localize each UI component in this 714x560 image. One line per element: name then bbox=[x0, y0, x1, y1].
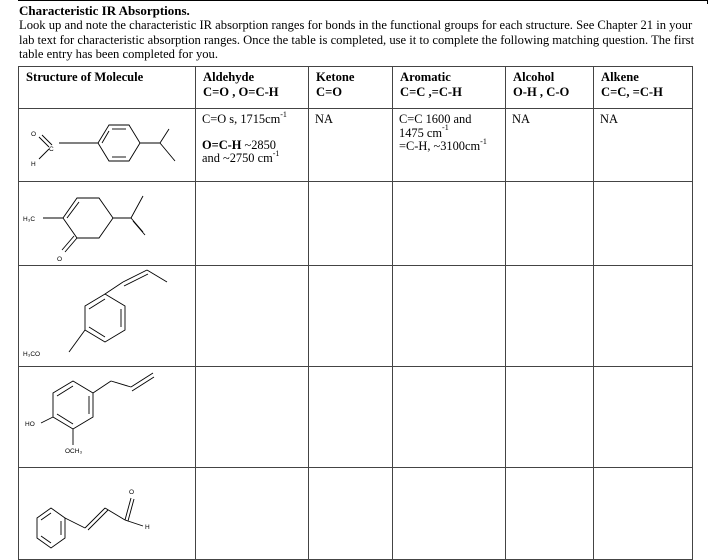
molecule-4-structure bbox=[19, 367, 195, 467]
header-structure: Structure of Molecule bbox=[19, 67, 196, 109]
molecule-1-structure bbox=[19, 109, 195, 181]
top-border-tick bbox=[707, 0, 708, 4]
header-ketone: Ketone C=O bbox=[309, 67, 393, 109]
m5-oxygen-label: O bbox=[129, 489, 135, 496]
aromatic-cell: C=C 1600 and 1475 $cm^{-1}$ =C-H, $\sim 3100cm^{-1}$ bbox=[393, 109, 506, 182]
table-row bbox=[19, 182, 693, 266]
table-row bbox=[19, 367, 693, 468]
structure-cell bbox=[19, 468, 196, 560]
m2-methyl-label: H₃C bbox=[23, 216, 36, 223]
header-row bbox=[19, 67, 693, 109]
header-aromatic: Aromatic C=C ,=C-H bbox=[393, 67, 506, 109]
ir-absorption-table bbox=[18, 66, 693, 560]
header-alcohol: Alcohol O-H , C-O bbox=[506, 67, 594, 109]
m4-hydroxyl-label: HO bbox=[25, 421, 35, 428]
molecule-3-structure bbox=[19, 266, 195, 366]
m4-methoxy-label: OCH₃ bbox=[65, 448, 83, 455]
m1-carbon-label: C bbox=[49, 146, 54, 153]
alkene-cell: NA bbox=[594, 109, 693, 182]
aldehyde-co-line: C=O s, $1715cm^{-1}$ bbox=[202, 109, 287, 126]
m1-hydrogen-label: H bbox=[31, 161, 36, 168]
aldehyde-och-line: O=C-H ~2850 bbox=[202, 137, 277, 152]
molecule-5-structure bbox=[19, 468, 195, 559]
table-row bbox=[19, 468, 693, 560]
header-alkene: Alkene C=C, =C-H bbox=[594, 67, 693, 109]
molecule-2-structure bbox=[19, 182, 195, 265]
m1-oxygen-label: O bbox=[31, 131, 37, 138]
table-row bbox=[19, 266, 693, 367]
aldehyde-cell bbox=[196, 109, 309, 182]
top-border-line bbox=[18, 0, 708, 1]
table-row bbox=[19, 109, 693, 182]
header-aldehyde: Aldehyde C=O , O=C-H bbox=[196, 67, 309, 109]
m3-methoxy-label: H₃CO bbox=[23, 351, 41, 358]
structure-cell bbox=[19, 109, 196, 182]
page-title: Characteristic IR Absorptions. bbox=[19, 3, 190, 18]
instructions-text: Look up and note the characteristic IR absorption ranges for bonds in the functional groups for each structure. See Chapter 21 in your lab text for characteristic absorption ranges. Once the table is completed, use it to complete the following matching question. The first table entry has been completed for you. bbox=[19, 18, 695, 62]
structure-cell bbox=[19, 182, 196, 266]
aldehyde-och-line2: and ~2750 $cm^{-1}$ bbox=[202, 148, 280, 165]
alcohol-cell: NA bbox=[506, 109, 594, 182]
m2-oxygen-label: O bbox=[57, 256, 63, 263]
ketone-cell: NA bbox=[309, 109, 393, 182]
structure-cell bbox=[19, 266, 196, 367]
m5-hydrogen-label: H bbox=[145, 524, 150, 531]
structure-cell bbox=[19, 367, 196, 468]
